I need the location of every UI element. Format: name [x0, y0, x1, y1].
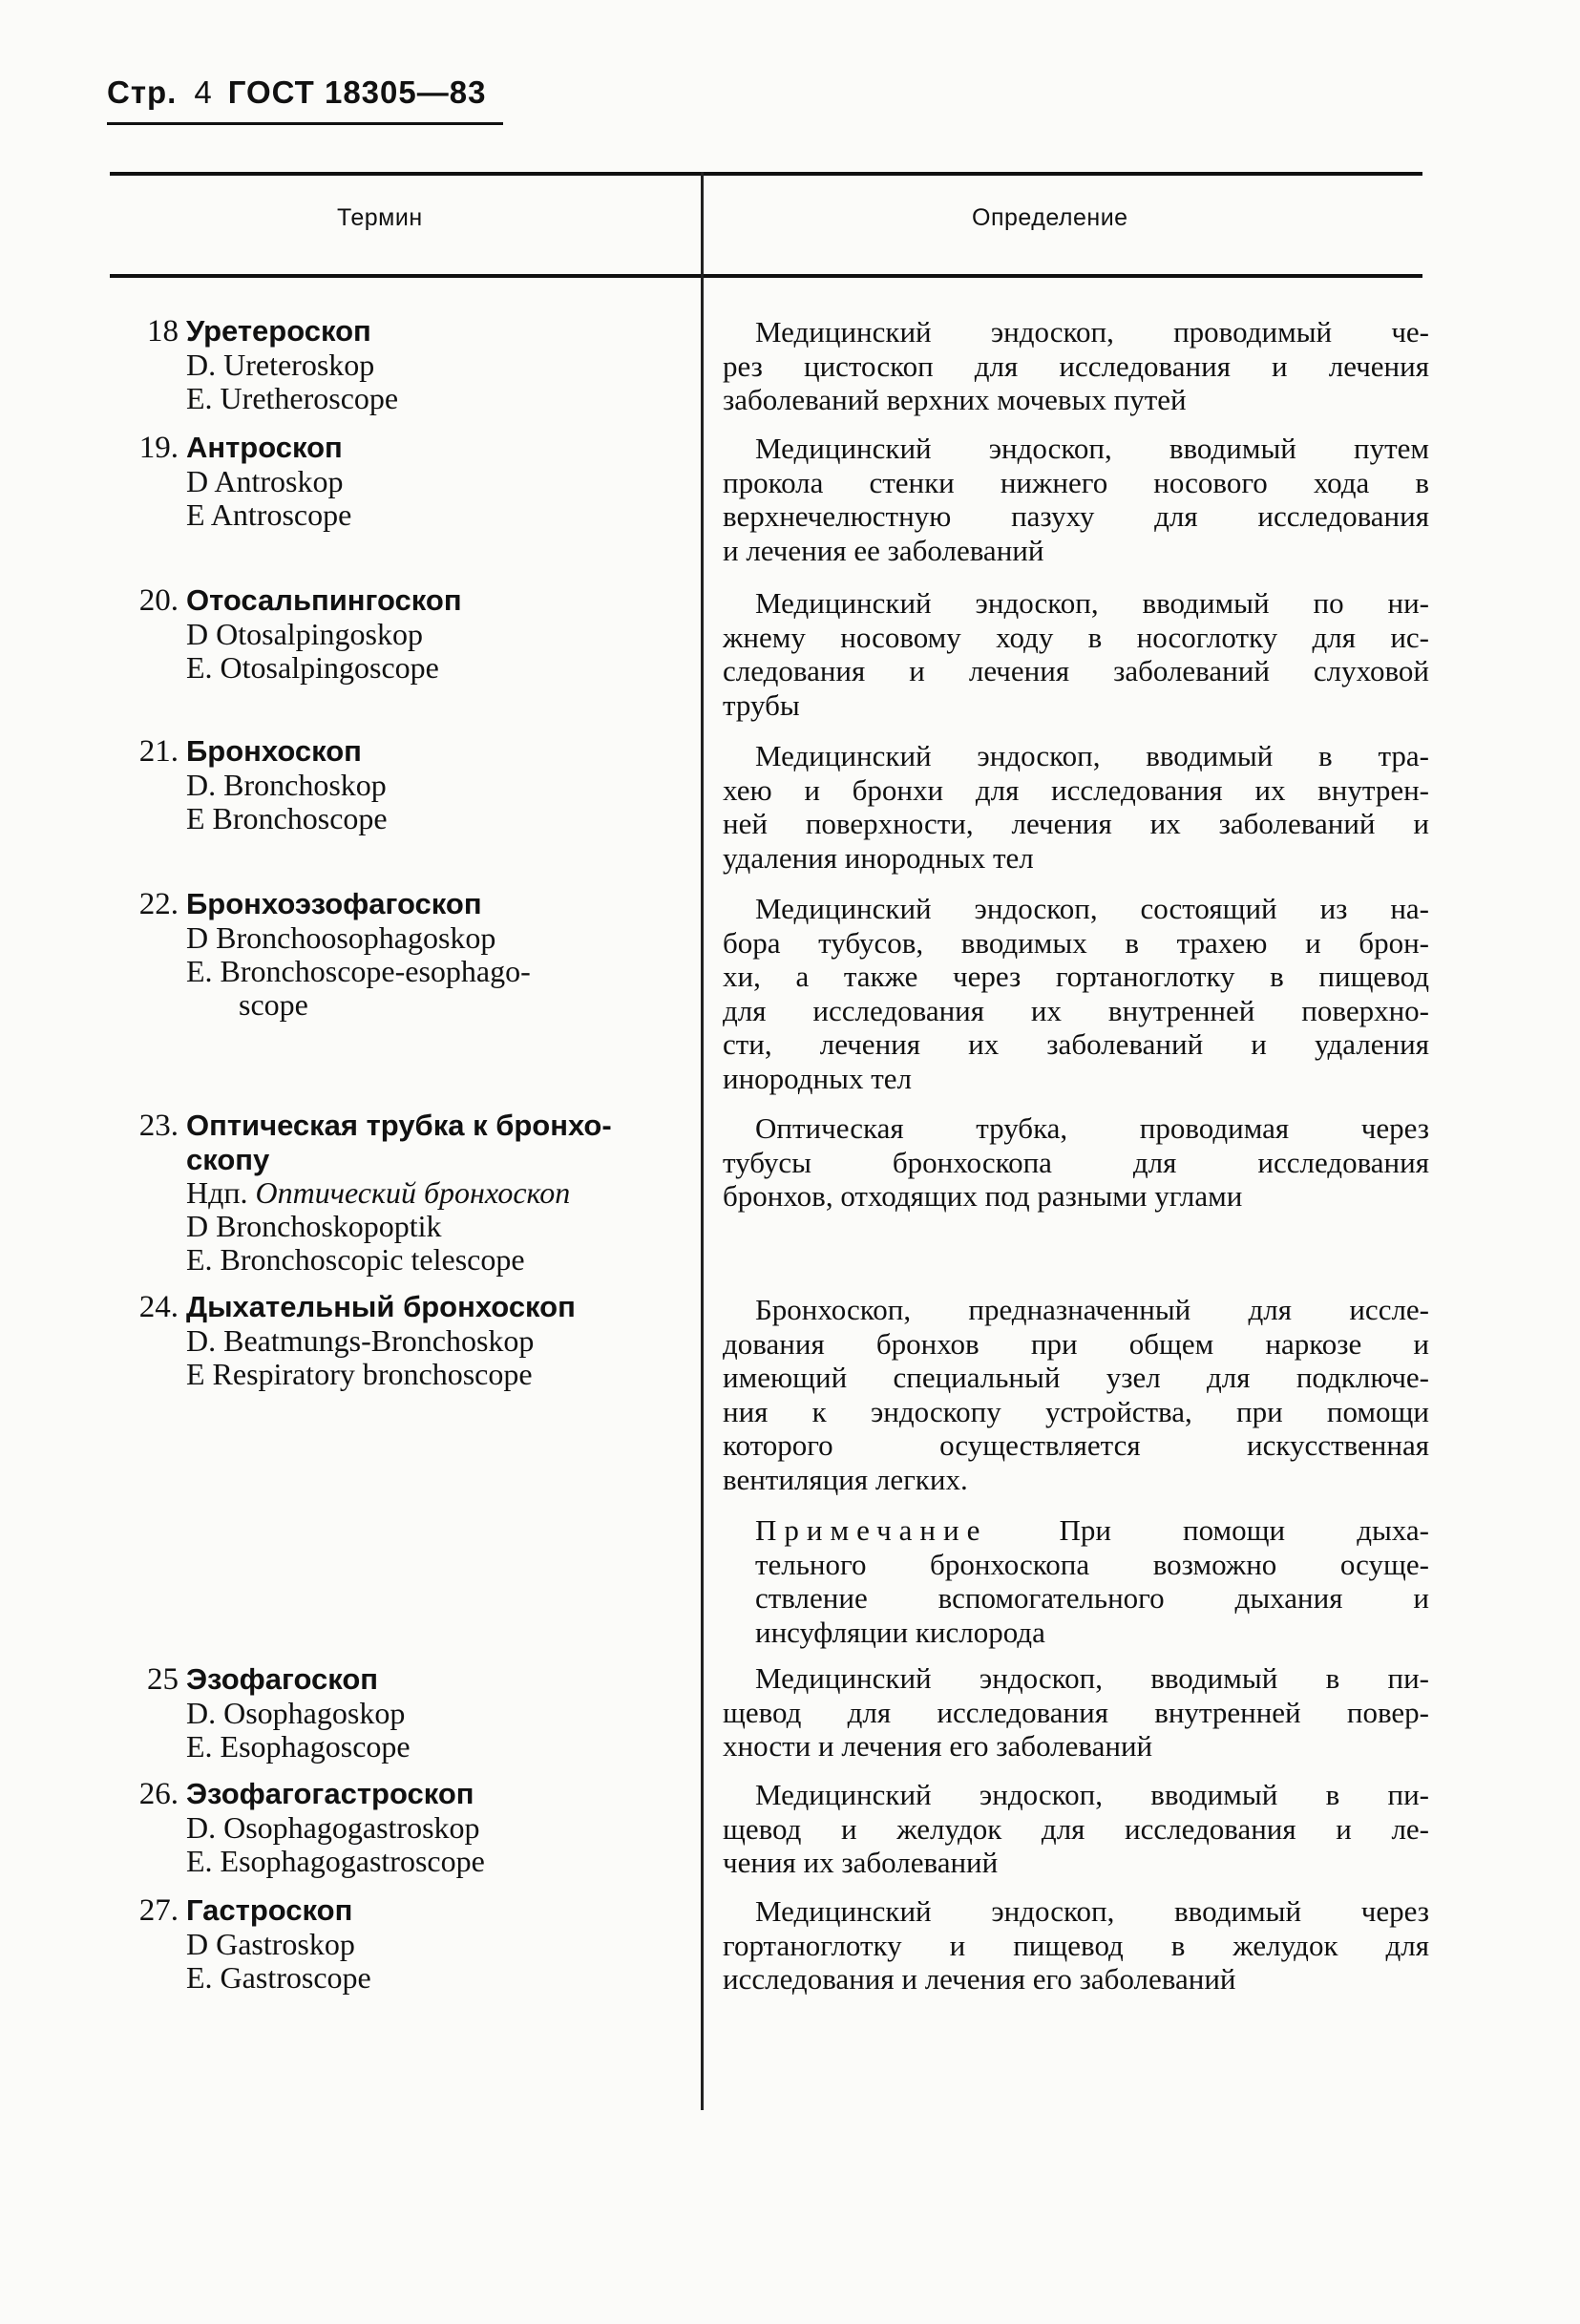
term-english: E. Uretheroscope	[186, 381, 399, 415]
term-title-ru-cont	[110, 1143, 683, 1176]
term-german: D Gastroskop	[186, 1927, 355, 1961]
term-title-ru: Эзофагоскоп	[186, 1662, 379, 1696]
term-heading	[110, 1289, 683, 1324]
term-heading	[110, 1661, 683, 1697]
term-english: E Bronchoscope	[186, 801, 388, 835]
note-line: ствление вспомогательного дыхания и	[755, 1581, 1429, 1615]
column-divider	[701, 172, 704, 2110]
term-heading	[110, 313, 683, 349]
term-title-ru-cont-text: скопу	[186, 1143, 270, 1176]
term-heading	[110, 582, 683, 618]
term-title-ru: Уретероскоп	[186, 314, 371, 348]
term-heading	[110, 1108, 683, 1143]
term-entry	[110, 313, 683, 415]
term-number: 26.	[138, 1777, 179, 1811]
term-english: E. Bronchoscopic telescope	[186, 1242, 525, 1277]
note-label: Примечание	[755, 1513, 988, 1547]
term-german: D. Ureteroskop	[186, 348, 375, 382]
definition-line: гортаноглотку и пищевод в желудок для	[723, 1928, 1429, 1962]
term-german: D Otosalpingoskop	[186, 617, 423, 651]
term-title-ru: Бронхоэзофагоскоп	[186, 887, 482, 920]
definition-line: дования бронхов при общем наркозе и	[723, 1326, 1429, 1361]
term-number: 24.	[138, 1290, 179, 1324]
standard-code: ГОСТ 18305—83	[227, 74, 487, 110]
term-number: 25	[147, 1662, 179, 1697]
definition-line: Медицинский эндоскоп, вводимый в пи-	[755, 1778, 1429, 1811]
term-english: E Antroscope	[186, 497, 352, 532]
term-english: E. Gastroscope	[186, 1960, 371, 1995]
definition-line: следования и лечения заболеваний слуховой	[723, 654, 1429, 687]
term-german: D Bronchoosophagoskop	[186, 920, 496, 955]
definition-line: Медицинский эндоскоп, вводимый в пи-	[755, 1661, 1429, 1695]
note-line	[723, 1513, 1429, 1548]
term-german: D Bronchoskopoptik	[186, 1209, 442, 1243]
definition-line: прокола стенки нижнего носового хода в	[723, 465, 1429, 499]
term-definition	[723, 1894, 1429, 1997]
term-german: D. Osophagogastroskop	[186, 1810, 480, 1845]
definition-line: исследования и лечения его заболеваний	[723, 1962, 1236, 1996]
term-heading	[110, 1776, 683, 1811]
term-entry	[110, 1776, 683, 1878]
page-prefix: Стр.	[107, 74, 178, 110]
definition-line: Бронхоскоп, предназначенный для иссле-	[755, 1293, 1429, 1326]
term-number: 21.	[138, 734, 179, 769]
definition-line: верхнечелюстную пазуху для исследования	[723, 499, 1429, 533]
definition-line: заболеваний верхних мочевых путей	[723, 383, 1187, 416]
definition-line: Медицинский эндоскоп, вводимый путем	[755, 432, 1429, 465]
term-definition	[723, 1111, 1429, 1214]
term-english: E. Esophagoscope	[186, 1729, 411, 1764]
term-definition	[723, 432, 1429, 567]
term-number: 20.	[138, 583, 179, 618]
term-heading	[110, 886, 683, 921]
column-header-term: Термин	[337, 204, 423, 231]
definition-line: хею и бронхи для исследования их внутрен-	[723, 772, 1429, 807]
term-title-ru: Гастроскоп	[186, 1893, 353, 1927]
term-definition	[723, 1778, 1429, 1880]
definition-line: Медицинский эндоскоп, состоящий из на-	[755, 892, 1429, 925]
definition-line: сти, лечения их заболеваний и удаления	[723, 1027, 1429, 1061]
note-text: При помощи дыха-	[1059, 1513, 1429, 1547]
term-number: 18	[147, 314, 179, 349]
page-number: 4	[194, 74, 213, 110]
term-note	[723, 1513, 1429, 1649]
definition-line: щевод и желудок для исследования и ле-	[723, 1811, 1429, 1846]
term-title-ru: Эзофагогастроскоп	[186, 1777, 474, 1810]
definition-line: имеющий специальный узел для подключе-	[723, 1361, 1429, 1394]
definition-line: инородных тел	[723, 1061, 913, 1095]
term-title-ru: Отосальпингоскоп	[186, 583, 462, 617]
definition-line: ней поверхности, лечения их заболеваний и	[723, 807, 1429, 840]
term-entry	[110, 430, 683, 532]
term-english: E. Otosalpingoscope	[186, 650, 439, 685]
term-entry	[110, 582, 683, 685]
term-deprecated-label: Ндп.	[186, 1175, 256, 1210]
definition-line: бора тубусов, вводимых в трахею и брон-	[723, 925, 1429, 960]
header-underline	[107, 122, 503, 125]
definition-line: для исследования их внутренней поверхно-	[723, 993, 1429, 1027]
term-german: D. Osophagoskop	[186, 1696, 406, 1730]
definition-line: хи, а также через гортаноглотку в пищевод	[723, 960, 1429, 993]
column-header-definition: Определение	[972, 204, 1128, 231]
term-heading	[110, 430, 683, 465]
term-entry	[110, 886, 683, 1022]
term-english-cont: scope	[239, 987, 308, 1022]
definition-line: Медицинский эндоскоп, проводимый че-	[755, 315, 1429, 349]
term-german: D. Bronchoskop	[186, 768, 387, 802]
definition-line: Медицинский эндоскоп, вводимый в тра-	[755, 739, 1429, 772]
term-entry	[110, 1892, 683, 1995]
term-definition	[723, 315, 1429, 417]
term-heading	[110, 733, 683, 769]
term-definition	[723, 586, 1429, 722]
term-title-ru: Антроскоп	[186, 431, 343, 464]
definition-line: ния к эндоскопу устройства, при помощи	[723, 1394, 1429, 1428]
term-heading	[110, 1892, 683, 1928]
term-english: E. Bronchoscope-esophago-	[186, 954, 531, 988]
term-deprecated	[110, 1176, 683, 1210]
definition-line: тубусы бронхоскопа для исследования	[723, 1145, 1429, 1179]
page-header	[107, 74, 486, 111]
definition-line: рез цистоскоп для исследования и лечения	[723, 349, 1429, 383]
term-number: 27.	[138, 1893, 179, 1928]
term-title-ru: Дыхательный бронхоскоп	[186, 1290, 576, 1323]
definition-line: щевод для исследования внутренней повер-	[723, 1695, 1429, 1729]
term-definition	[723, 892, 1429, 1095]
term-definition	[723, 1661, 1429, 1764]
definition-line: которого осуществляется искусственная	[723, 1428, 1429, 1462]
definition-line: жнему носовому ходу в носоглотку для ис-	[723, 620, 1429, 654]
definition-line: чения их заболеваний	[723, 1846, 999, 1879]
definition-line: вентиляция легких.	[723, 1462, 968, 1496]
note-line: тельного бронхоскопа возможно осуще-	[755, 1547, 1429, 1581]
definition-line: Медицинский эндоскоп, вводимый через	[755, 1894, 1429, 1928]
term-number: 23.	[138, 1109, 179, 1143]
table-top-rule	[110, 172, 1422, 176]
term-deprecated-name: Оптический бронхоскоп	[255, 1175, 571, 1210]
definition-line: и лечения ее заболеваний	[723, 533, 1044, 567]
term-german: D. Beatmungs-Bronchoskop	[186, 1323, 535, 1358]
term-number: 19.	[138, 431, 179, 465]
term-english: E. Esophagogastroscope	[186, 1844, 485, 1878]
term-entry	[110, 733, 683, 835]
term-english: E Respiratory bronchoscope	[186, 1357, 533, 1391]
term-title-ru: Бронхоскоп	[186, 734, 362, 768]
definition-line: Оптическая трубка, проводимая через	[755, 1111, 1429, 1145]
term-title-ru: Оптическая трубка к бронхо-	[186, 1109, 612, 1142]
term-entry	[110, 1108, 683, 1277]
term-german: D Antroskop	[186, 464, 344, 498]
definition-line: бронхов, отходящих под разными углами	[723, 1179, 1243, 1213]
table-head-rule	[110, 274, 1422, 278]
definition-line: трубы	[723, 687, 800, 722]
term-definition	[723, 739, 1429, 875]
definition-line: удаления инородных тел	[723, 840, 1034, 875]
term-entry	[110, 1661, 683, 1764]
term-definition	[723, 1293, 1429, 1496]
definition-line: хности и лечения его заболеваний	[723, 1729, 1153, 1763]
term-number: 22.	[138, 887, 179, 921]
note-line: инсуфляции кислорода	[755, 1615, 1045, 1649]
definition-line: Медицинский эндоскоп, вводимый по ни-	[755, 586, 1429, 620]
term-entry	[110, 1289, 683, 1391]
